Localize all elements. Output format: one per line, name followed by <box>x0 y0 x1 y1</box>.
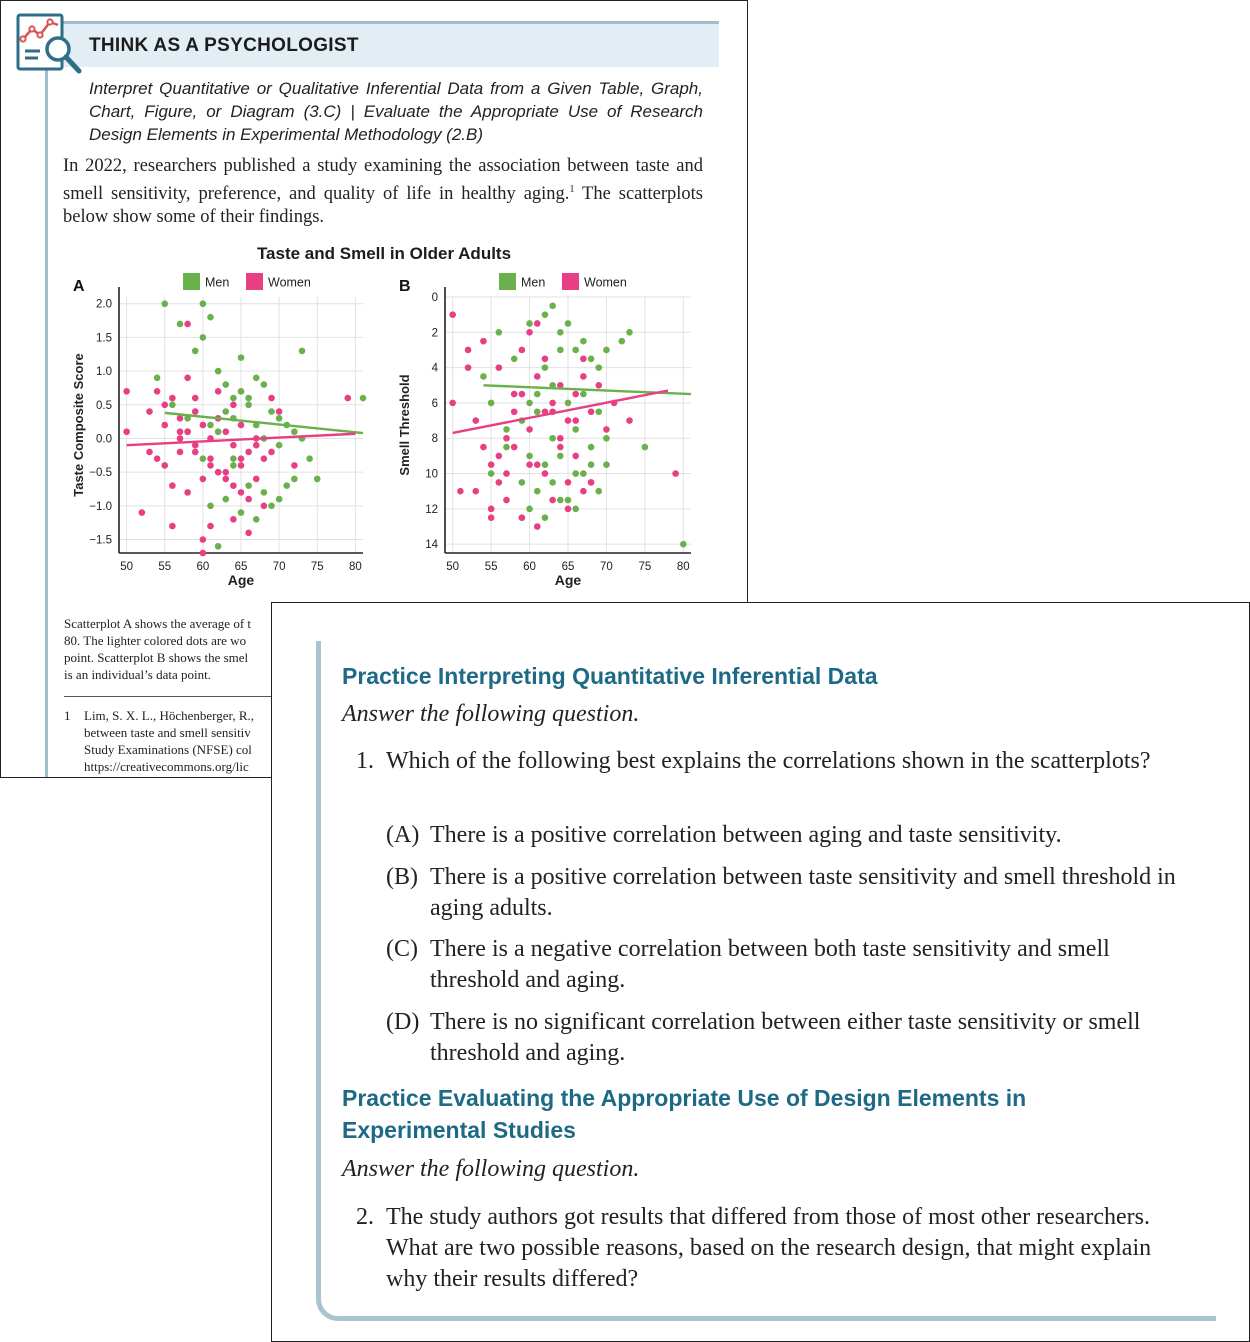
data-point-men <box>595 408 602 415</box>
data-point-women <box>245 529 252 536</box>
y-tick-label: 2.0 <box>96 298 112 311</box>
data-point-women <box>519 391 526 398</box>
x-axis-label: Age <box>227 572 255 588</box>
footnote-number: 1 <box>64 708 71 723</box>
data-point-men <box>169 401 176 408</box>
data-point-women <box>526 426 533 433</box>
data-point-men <box>572 470 579 477</box>
data-point-women <box>557 444 564 451</box>
data-point-men <box>603 461 610 468</box>
data-point-women <box>603 426 610 433</box>
data-point-women <box>588 408 595 415</box>
data-point-women <box>230 401 237 408</box>
data-point-women <box>480 444 487 451</box>
y-tick-label: 2 <box>431 327 438 340</box>
data-point-women <box>192 395 199 402</box>
data-point-women <box>154 455 161 462</box>
data-point-women <box>177 428 184 435</box>
data-point-men <box>588 444 595 451</box>
data-point-men <box>200 455 207 462</box>
data-point-men <box>283 482 290 489</box>
option-text: There is a positive correlation between taste sensitivity and smell threshold in aging adults. <box>430 864 1176 921</box>
legend-swatch-women <box>562 273 579 290</box>
data-point-men <box>557 347 564 354</box>
data-point-women <box>192 449 199 456</box>
data-point-women <box>222 476 229 483</box>
data-point-women <box>192 408 199 415</box>
scatterplot-b <box>397 273 691 588</box>
x-tick-label: 65 <box>234 561 248 573</box>
data-point-women <box>207 455 214 462</box>
data-point-women <box>488 461 495 468</box>
data-point-women <box>344 395 351 402</box>
data-point-men <box>595 364 602 371</box>
data-point-women <box>572 417 579 424</box>
data-point-women <box>276 408 283 415</box>
practice-heading-evaluating: Practice Evaluating the Appropriate Use of Design Elements in Experimental Studies <box>342 1085 1027 1143</box>
data-point-men <box>230 395 237 402</box>
x-axis-label: Age <box>554 572 582 588</box>
data-point-men <box>503 426 510 433</box>
data-point-women <box>503 435 510 442</box>
data-point-men <box>626 329 633 336</box>
data-point-women <box>488 506 495 513</box>
data-point-men <box>542 311 549 318</box>
data-point-women <box>557 435 564 442</box>
footnote-line: Study Examinations (NFSE) col <box>84 742 252 757</box>
data-point-men <box>245 401 252 408</box>
data-point-women <box>184 489 191 496</box>
practice-heading-interpreting: Practice Interpreting Quantitative Inferential Data <box>342 663 878 689</box>
y-tick-label: −1.0 <box>89 500 112 513</box>
data-point-men <box>526 506 533 513</box>
data-point-men <box>565 400 572 407</box>
data-point-men <box>276 496 283 503</box>
data-point-women <box>154 388 161 395</box>
x-tick-label: 70 <box>600 561 613 573</box>
y-tick-label: 10 <box>425 468 438 481</box>
y-axis-label: Smell Threshold <box>397 374 412 476</box>
data-point-men <box>480 373 487 380</box>
y-tick-label: −0.5 <box>89 467 112 480</box>
data-point-men <box>488 470 495 477</box>
x-tick-label: 75 <box>310 561 324 573</box>
data-point-men <box>519 479 526 486</box>
legend-label-women: Women <box>584 275 627 290</box>
data-point-men <box>680 541 687 548</box>
data-point-women <box>139 509 146 516</box>
option-text: There is no significant correlation between either taste sensitivity or smell threshold and aging. <box>430 1009 1141 1066</box>
y-tick-label: 1.0 <box>96 366 112 379</box>
data-point-men <box>603 347 610 354</box>
data-point-women <box>177 415 184 422</box>
data-point-women <box>580 373 587 380</box>
option-label: (B) <box>386 864 418 890</box>
data-point-men <box>268 503 275 510</box>
data-point-women <box>565 506 572 513</box>
x-tick-label: 80 <box>676 561 690 573</box>
data-point-men <box>549 303 556 310</box>
data-point-women <box>534 373 541 380</box>
data-point-women <box>207 462 214 469</box>
data-point-women <box>291 462 298 469</box>
legend-label-men: Men <box>205 275 230 290</box>
data-point-men <box>238 388 245 395</box>
data-point-women <box>268 449 275 456</box>
data-point-men <box>488 400 495 407</box>
data-point-women <box>572 453 579 460</box>
scatterplot-a <box>71 273 366 588</box>
data-point-men <box>215 428 222 435</box>
y-tick-label: −1.5 <box>89 534 112 547</box>
data-point-women <box>177 449 184 456</box>
data-point-women <box>268 395 275 402</box>
intro-text-end: The scatterplots below show some of their findings. <box>63 184 704 228</box>
data-point-women <box>511 391 518 398</box>
data-point-men <box>580 338 587 345</box>
data-point-men <box>291 428 298 435</box>
data-point-men <box>230 455 237 462</box>
data-point-men <box>222 381 229 388</box>
x-tick-label: 65 <box>561 561 575 573</box>
data-point-men <box>215 543 222 550</box>
data-point-men <box>603 435 610 442</box>
data-point-women <box>572 391 579 398</box>
instruction-1: Answer the following question. <box>342 701 640 727</box>
data-point-women <box>503 470 510 477</box>
data-point-women <box>261 455 268 462</box>
data-point-women <box>588 479 595 486</box>
data-point-women <box>245 449 252 456</box>
data-point-women <box>200 476 207 483</box>
x-tick-label: 55 <box>484 561 498 573</box>
legend-swatch-women <box>246 273 263 290</box>
data-point-women <box>488 514 495 521</box>
data-point-women <box>672 470 679 477</box>
data-point-men <box>177 321 184 328</box>
data-point-men <box>276 442 283 449</box>
data-point-women <box>465 364 472 371</box>
data-point-men <box>542 461 549 468</box>
data-point-men <box>154 375 161 382</box>
data-point-women <box>511 408 518 415</box>
data-point-women <box>238 455 245 462</box>
data-point-men <box>572 506 579 513</box>
data-point-men <box>207 503 214 510</box>
footnote-line: Lim, S. X. L., Höchenberger, R., <box>84 708 255 723</box>
data-point-women <box>245 496 252 503</box>
data-point-women <box>519 347 526 354</box>
data-point-women <box>238 489 245 496</box>
panel-label: B <box>399 278 411 295</box>
data-point-men <box>261 381 268 388</box>
data-point-men <box>496 329 503 336</box>
data-point-men <box>192 348 199 355</box>
data-point-men <box>526 453 533 460</box>
data-point-women <box>534 523 541 530</box>
panel-label: A <box>73 278 85 295</box>
caption-line: is an individual’s data point. <box>64 667 211 682</box>
data-point-men <box>511 355 518 362</box>
data-point-men <box>360 395 367 402</box>
data-point-women <box>161 422 168 429</box>
scatterplots <box>63 267 705 597</box>
intro-text: In 2022, researchers published a study examining the association between taste and smell sensitivity, preference, and quality of life in healthy aging. <box>63 156 703 205</box>
data-point-men <box>306 455 313 462</box>
data-point-men <box>238 354 245 361</box>
y-tick-label: 0 <box>431 292 438 304</box>
data-point-men <box>215 368 222 375</box>
trend-line-women <box>453 391 668 433</box>
y-tick-label: 12 <box>425 503 438 516</box>
y-tick-label: 6 <box>431 397 438 410</box>
legend-swatch-men <box>183 273 200 290</box>
data-point-men <box>557 329 564 336</box>
data-point-men <box>200 334 207 341</box>
sidebar-rail <box>45 61 48 777</box>
data-point-women <box>222 469 229 476</box>
data-point-men <box>572 426 579 433</box>
data-point-women <box>580 355 587 362</box>
footnote-line: https://creativecommons.org/lic <box>84 759 249 774</box>
data-point-women <box>542 355 549 362</box>
data-point-women <box>230 442 237 449</box>
data-point-women <box>595 382 602 389</box>
data-point-men <box>572 347 579 354</box>
data-point-women <box>222 428 229 435</box>
data-point-women <box>534 461 541 468</box>
x-tick-label: 50 <box>446 561 460 573</box>
data-point-men <box>642 444 649 451</box>
data-point-women <box>549 497 556 504</box>
data-point-men <box>261 489 268 496</box>
data-point-women <box>215 469 222 476</box>
data-point-men <box>549 479 556 486</box>
data-point-women <box>580 488 587 495</box>
data-point-men <box>580 470 587 477</box>
data-point-men <box>557 453 564 460</box>
question-2-text: The study authors got results that differed from those of most other researchers. What are two possible reasons, based on the research design, that might explain why their results differed? <box>386 1204 1152 1292</box>
data-point-women <box>526 329 533 336</box>
option-text: There is a positive correlation between aging and taste sensitivity. <box>430 822 1062 848</box>
footnote-divider <box>64 696 284 697</box>
data-point-men <box>526 320 533 327</box>
data-point-women <box>511 444 518 451</box>
data-point-men <box>549 435 556 442</box>
data-point-women <box>161 401 168 408</box>
data-point-women <box>472 417 479 424</box>
data-point-women <box>496 479 503 486</box>
data-point-men <box>200 300 207 307</box>
data-point-men <box>534 391 541 398</box>
data-point-men <box>253 516 260 523</box>
data-point-men <box>588 461 595 468</box>
data-point-women <box>503 497 510 504</box>
caption-line: 80. The lighter colored dots are wo <box>64 633 247 648</box>
data-point-women <box>549 400 556 407</box>
data-point-men <box>238 509 245 516</box>
data-point-women <box>215 388 222 395</box>
data-point-men <box>565 320 572 327</box>
data-point-women <box>565 479 572 486</box>
legend-swatch-men <box>499 273 516 290</box>
data-point-women <box>496 453 503 460</box>
data-point-men <box>534 488 541 495</box>
data-point-men <box>222 408 229 415</box>
data-point-men <box>565 497 572 504</box>
data-point-women <box>146 449 153 456</box>
data-point-women <box>207 523 214 530</box>
y-tick-label: 14 <box>425 539 438 552</box>
footnote-mark: 1 <box>569 184 575 195</box>
data-point-men <box>619 338 626 345</box>
skill-subtitle: Interpret Quantitative or Qualitative Inferential Data from a Given Table, Graph, Chart, Figure, or Diagram (3.C) | Evaluate the Appropriate Use of Research Design Elements in Experimental Methodology (2.B) <box>89 79 703 144</box>
data-point-men <box>245 395 252 402</box>
legend-label-women: Women <box>268 275 311 290</box>
data-point-women <box>519 514 526 521</box>
data-point-men <box>542 514 549 521</box>
data-point-women <box>465 347 472 354</box>
data-point-women <box>169 523 176 530</box>
data-point-women <box>169 482 176 489</box>
data-point-women <box>123 428 130 435</box>
data-point-men <box>588 355 595 362</box>
y-tick-label: 8 <box>431 433 438 446</box>
data-point-men <box>291 476 298 483</box>
option-text: There is a negative correlation between both taste sensitivity and smell threshold and aging. <box>430 936 1110 993</box>
x-tick-label: 75 <box>638 561 652 573</box>
question-1-number: 1. <box>356 748 374 774</box>
section-title: THINK AS A PSYCHOLOGIST <box>89 35 359 56</box>
data-point-women <box>472 488 479 495</box>
data-point-women <box>200 550 207 557</box>
caption-line: Scatterplot A shows the average of t <box>64 616 252 631</box>
option-label: (A) <box>386 822 420 848</box>
data-point-men <box>557 497 564 504</box>
data-point-women <box>230 482 237 489</box>
y-tick-label: 1.5 <box>96 332 112 345</box>
data-point-women <box>526 461 533 468</box>
instruction-2: Answer the following question. <box>342 1156 640 1182</box>
data-point-women <box>496 364 503 371</box>
data-point-men <box>245 482 252 489</box>
data-point-men <box>222 496 229 503</box>
data-point-men <box>230 462 237 469</box>
chart-title: Taste and Smell in Older Adults <box>256 244 512 263</box>
data-point-men <box>299 348 306 355</box>
intro-paragraph <box>63 155 703 229</box>
data-point-women <box>230 516 237 523</box>
data-point-women <box>253 442 260 449</box>
data-point-women <box>480 338 487 345</box>
trend-line-men <box>165 413 363 433</box>
data-point-women <box>565 417 572 424</box>
data-point-men <box>276 415 283 422</box>
data-point-women <box>184 375 191 382</box>
data-point-women <box>449 400 456 407</box>
option-label: (C) <box>386 936 418 962</box>
data-point-women <box>200 536 207 543</box>
y-tick-label: 0.5 <box>96 399 112 412</box>
data-point-women <box>161 462 168 469</box>
data-point-men <box>253 375 260 382</box>
question-2-number: 2. <box>356 1204 374 1230</box>
data-point-women <box>123 388 130 395</box>
data-point-women <box>534 320 541 327</box>
magnifier-chart-icon <box>16 13 86 79</box>
data-point-women <box>457 488 464 495</box>
x-tick-label: 70 <box>272 561 286 573</box>
x-tick-label: 60 <box>196 561 210 573</box>
data-point-men <box>542 364 549 371</box>
data-point-men <box>534 408 541 415</box>
data-point-women <box>146 408 153 415</box>
option-label: (D) <box>386 1009 420 1035</box>
data-point-men <box>207 314 214 321</box>
footnote-line: between taste and smell sensitiv <box>84 725 251 740</box>
data-point-men <box>207 422 214 429</box>
data-point-women <box>542 470 549 477</box>
data-point-men <box>161 300 168 307</box>
data-point-women <box>200 422 207 429</box>
caption-line: point. Scatterplot B shows the smel <box>64 650 249 665</box>
y-tick-label: 0.0 <box>96 433 112 446</box>
y-tick-label: 4 <box>431 362 438 375</box>
data-point-men <box>268 408 275 415</box>
data-point-women <box>261 503 268 510</box>
data-point-men <box>314 476 321 483</box>
data-point-men <box>503 444 510 451</box>
x-tick-label: 55 <box>158 561 172 573</box>
data-point-women <box>184 321 191 328</box>
x-tick-label: 60 <box>523 561 536 573</box>
x-tick-label: 80 <box>348 561 362 573</box>
data-point-men <box>580 391 587 398</box>
data-point-men <box>526 400 533 407</box>
textbook-page-practice-questions <box>271 602 1250 1342</box>
data-point-women <box>449 311 456 318</box>
data-point-women <box>253 476 260 483</box>
data-point-women <box>184 428 191 435</box>
question-1-text: Which of the following best explains the correlations shown in the scatterplots? <box>386 748 1151 774</box>
data-point-women <box>238 422 245 429</box>
data-point-men <box>595 488 602 495</box>
legend-label-men: Men <box>521 275 546 290</box>
data-point-women <box>626 417 633 424</box>
y-axis-label: Taste Composite Score <box>71 353 86 497</box>
data-point-women <box>238 462 245 469</box>
data-point-women <box>169 395 176 402</box>
x-tick-label: 50 <box>120 561 134 573</box>
data-point-women <box>177 435 184 442</box>
